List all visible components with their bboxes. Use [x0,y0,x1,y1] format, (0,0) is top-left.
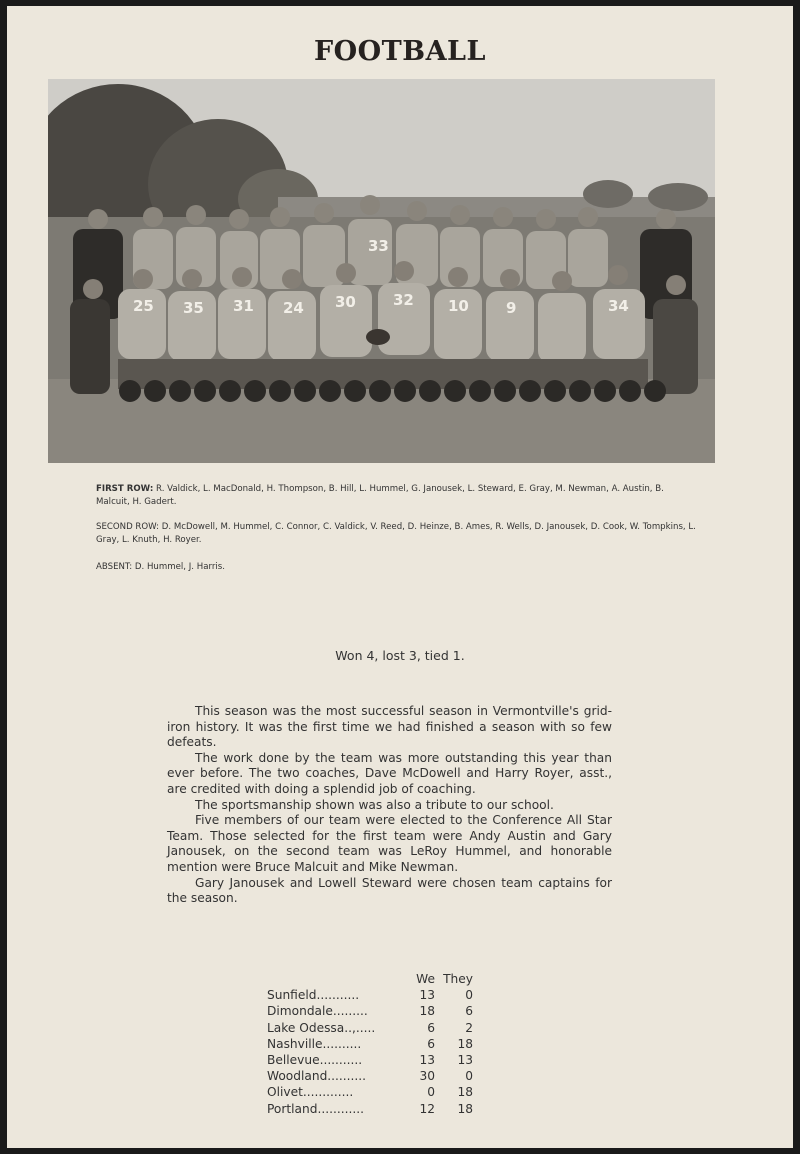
header-we: We [416,972,435,986]
paragraph: Five members of our team were elected to the Conference All Star Team. Those selected for the first team were Andy Austin and Gary Janousek, on the second team was LeRoy Hummel, and honorable mention were Bruce Malcuit and Mike Newman. [167,813,612,874]
table-row [267,1020,473,1036]
table-row [267,1036,473,1052]
jersey-number: 25 [133,297,154,315]
jersey-number: 35 [183,299,204,317]
table-row [267,1101,473,1117]
score-we: 18 [419,1004,435,1019]
opponent: Olivet............. [267,1085,354,1100]
team-photo [48,79,715,463]
opponent: Bellevue........... [267,1053,363,1068]
yearbook-page [7,6,793,1148]
score-table [267,971,473,1117]
second-row-names: D. McDowell, M. Hummel, C. Connor, C. Valdick, V. Reed, D. Heinze, B. Ames, R. Wells, D. Janousek, D. Cook, W. Tompkins, L. Gray, L. Knuth, H. Royer. [96,522,696,545]
score-we: 30 [419,1069,435,1084]
season-summary [167,704,612,907]
score-they: 6 [465,1004,473,1019]
team-photo-icon [48,79,715,463]
score-they: 18 [457,1036,473,1051]
second-row-label: SECOND ROW: [96,522,160,532]
page-title: FOOTBALL [313,36,487,67]
jersey-number: 34 [608,297,629,315]
score-they: 18 [457,1101,473,1116]
score-we: 13 [419,988,435,1003]
opponent: Sunfield........... [267,988,360,1003]
opponent: Dimondale......... [267,1004,368,1019]
opponent: Woodland.......... [267,1069,367,1084]
paragraph: This season was the most successful season in Vermontville's grid-iron history. It was the first time we had finished a season with so few defeats. [167,704,612,750]
score-header [267,971,473,987]
score-we: 12 [419,1101,435,1116]
score-we: 0 [427,1085,435,1100]
table-row [267,1084,473,1100]
table-row [267,987,473,1003]
jersey-number: 9 [506,299,517,317]
jersey-number: 10 [448,297,469,315]
opponent: Lake Odessa..,..... [267,1020,376,1035]
jersey-number: 30 [335,293,356,311]
second-row-caption [96,521,696,546]
absent-label: ABSENT: [96,562,133,572]
header-they: They [443,972,473,986]
absent-caption [96,561,696,574]
score-they: 0 [465,1069,473,1084]
jersey-number: 33 [368,237,389,255]
paragraph: The work done by the team was more outstanding this year than ever before. The two coaches, Dave McDowell and Harry Royer, asst., are credited with doing a splendid job of coaching. [167,750,612,796]
first-row-label: FIRST ROW: [96,484,154,494]
score-we: 6 [427,1020,435,1035]
opponent: Portland............ [267,1101,364,1116]
table-row [267,1052,473,1068]
first-row-caption [96,483,696,508]
score-they: 2 [465,1020,473,1035]
score-they: 18 [457,1085,473,1100]
opponent: Nashville.......... [267,1036,362,1051]
jersey-number: 32 [393,291,414,309]
score-we: 13 [419,1053,435,1068]
paragraph: The sportsmanship shown was also a tribute to our school. [195,797,554,812]
table-row [267,1068,473,1084]
score-we: 6 [427,1036,435,1051]
season-record: Won 4, lost 3, tied 1. [335,648,465,663]
score-they: 0 [465,988,473,1003]
jersey-number: 31 [233,297,254,315]
table-row [267,1003,473,1019]
absent-names: D. Hummel, J. Harris. [134,562,225,572]
score-they: 13 [457,1053,473,1068]
jersey-number: 24 [283,299,304,317]
first-row-names: R. Valdick, L. MacDonald, H. Thompson, B. Hill, L. Hummel, G. Janousek, L. Steward, E. Gray, M. Newman, A. Austin, B. Malcuit, H. Gadert. [96,484,664,507]
paragraph: Gary Janousek and Lowell Steward were chosen team captains for the season. [167,875,612,906]
